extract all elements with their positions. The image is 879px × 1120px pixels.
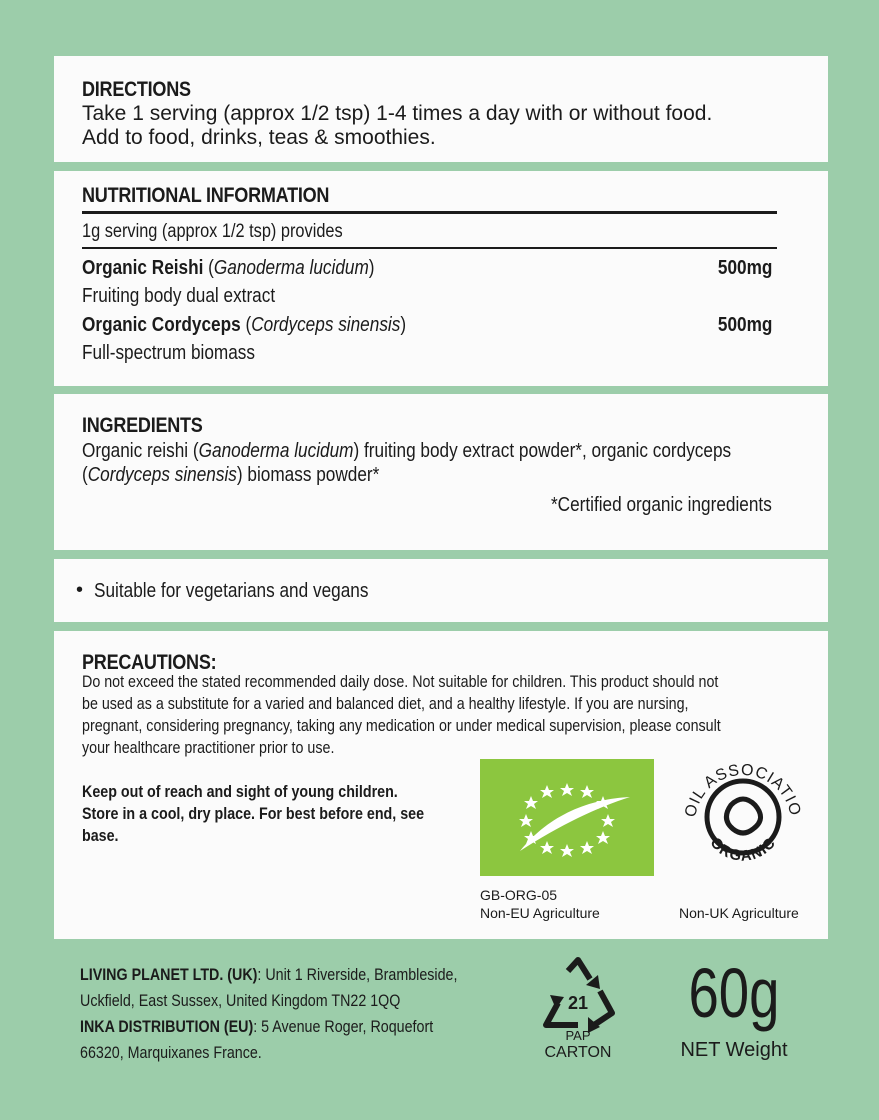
directions-line-2: Add to food, drinks, teas & smoothies. xyxy=(82,126,436,149)
company-address: LIVING PLANET LTD. (UK): Unit 1 Riverside, Brambleside, Uckfield, East Sussex, United Kingdom TN22 1QQ INKA DISTRIBUTION (EU): 5 Avenue Roger, Roquefort 66320, Marquixanes France. xyxy=(80,965,458,1062)
svg-text:ORGANIC: ORGANIC xyxy=(706,834,780,865)
ingredients-panel xyxy=(54,394,828,550)
soil-association-logo xyxy=(675,749,811,885)
recycle-code: PAP xyxy=(565,1028,591,1043)
net-weight-label: NET Weight xyxy=(680,1039,788,1061)
cordyceps-latin: Cordyceps sinensis xyxy=(251,314,401,336)
serving-size-text: 1g serving (approx 1/2 tsp) provides xyxy=(82,221,343,242)
suitability-panel xyxy=(54,559,828,622)
soil-association-seal-icon xyxy=(675,749,811,885)
bullet: • xyxy=(76,579,84,601)
reishi-name: Organic Reishi xyxy=(82,257,204,279)
cordyceps-desc: Full-spectrum biomass xyxy=(82,342,256,364)
storage-text: Keep out of reach and sight of young children. Store in a cool, dry place. For best before end, see base. xyxy=(82,782,425,845)
precautions-heading: PRECAUTIONS: xyxy=(82,651,217,674)
eu-cert-label: Non-EU Agriculture xyxy=(480,905,600,921)
cordyceps-row: Organic Cordyceps (Cordyceps sinensis) xyxy=(82,314,407,336)
nutrition-rule-thick xyxy=(82,211,777,214)
directions-panel xyxy=(54,56,828,162)
precautions-panel xyxy=(54,631,828,939)
svg-text:SOIL ASSOCIATION: OIL ASSOCIATIO xyxy=(682,761,804,819)
footer xyxy=(0,945,879,1120)
organic-note: *Certified organic ingredients xyxy=(551,494,772,516)
eu-leaf-stars-icon xyxy=(480,759,654,876)
cordyceps-name: Organic Cordyceps xyxy=(82,314,241,336)
nutrition-rule-thin xyxy=(82,247,777,249)
reishi-row: Organic Reishi (Ganoderma lucidum) xyxy=(82,257,375,279)
eu-cert-code: GB-ORG-05 xyxy=(480,887,558,903)
directions-heading: DIRECTIONS xyxy=(82,78,191,101)
precautions-text: Do not exceed the stated recommended daily dose. Not suitable for children. This product should not be used as a substitute for a varied and balanced diet, and a healthy lifestyle. If you are nursing, pregnant, considering pregnancy, taking any medication or under medical supervision, please consult your healthcare practitioner prior to use. xyxy=(82,672,721,757)
reishi-desc: Fruiting body dual extract xyxy=(82,285,276,307)
directions-line-1: Take 1 serving (approx 1/2 tsp) 1-4 times a day with or without food. xyxy=(82,102,713,125)
recycle-icon xyxy=(538,955,618,1033)
eu-organic-logo xyxy=(480,759,654,876)
net-weight-value: 60g xyxy=(688,954,780,1032)
nutrition-panel xyxy=(54,171,828,386)
ingredients-heading: INGREDIENTS xyxy=(82,414,203,437)
soil-cert-label: Non-UK Agriculture xyxy=(679,905,799,921)
svg-text:21: 21 xyxy=(567,993,589,1013)
eu-company: INKA DISTRIBUTION (EU) xyxy=(80,1017,254,1036)
recycle-symbol xyxy=(538,955,618,1033)
ingredients-line-1: Organic reishi (Ganoderma lucidum) fruiting body extract powder*, organic cordyceps xyxy=(82,440,732,462)
recycle-material: CARTON xyxy=(544,1044,612,1061)
vegan-text: Suitable for vegetarians and vegans xyxy=(94,580,369,602)
reishi-amount: 500mg xyxy=(717,257,772,279)
nutrition-heading: NUTRITIONAL INFORMATION xyxy=(82,184,330,207)
reishi-latin: Ganoderma lucidum xyxy=(213,257,369,279)
cordyceps-amount: 500mg xyxy=(717,314,772,336)
ingredients-line-2: (Cordyceps sinensis) biomass powder* xyxy=(82,464,380,486)
uk-company: LIVING PLANET LTD. (UK) xyxy=(80,965,258,984)
